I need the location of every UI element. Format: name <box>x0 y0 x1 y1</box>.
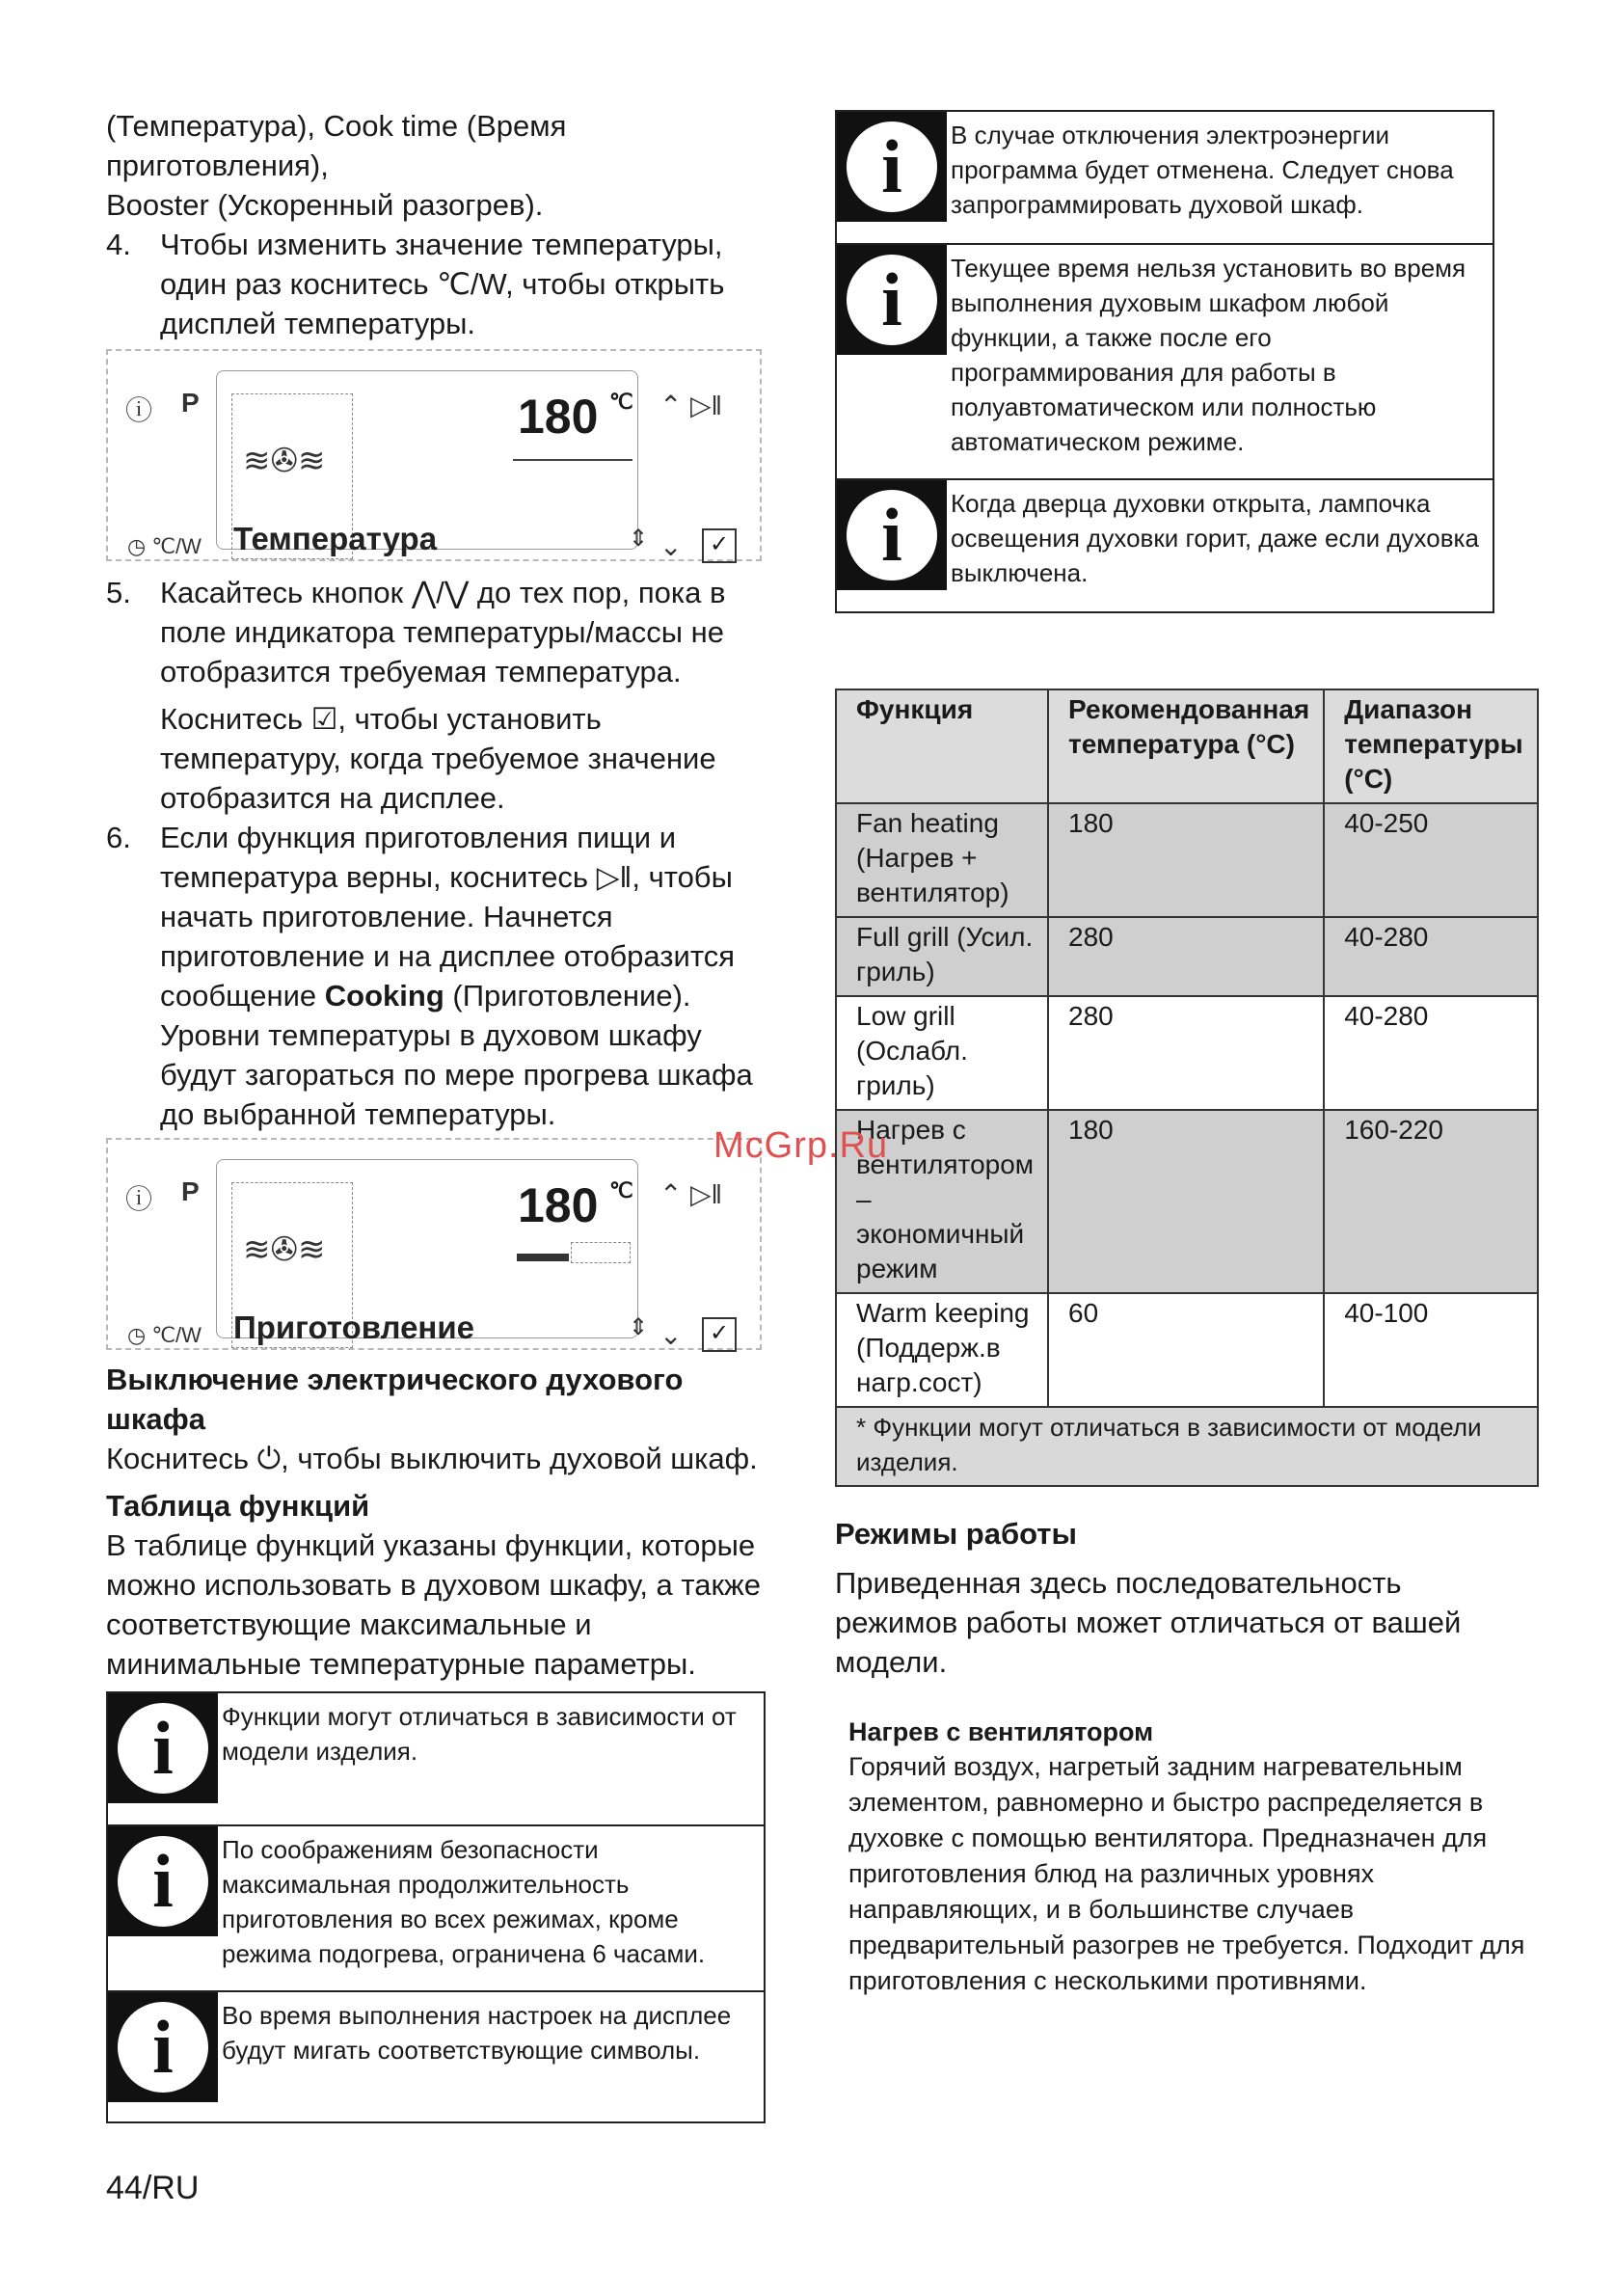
step-5-text: Касайтесь кнопок ⋀/⋁ до тех пор, пока в поле индикатора температуры/массы не отобразится требуемая температура. <box>160 576 726 689</box>
heating-level-empty <box>571 1242 631 1263</box>
down-arrow-icon[interactable]: ⌄ <box>659 531 683 561</box>
table-cell: 180 <box>1048 1110 1324 1293</box>
heating-level-fill <box>517 1254 569 1261</box>
fan-text: Горячий воздух, нагретый задним нагревательным элементом, равномерно и быстро распределяется в духовке с помощью вентилятора. Предназначен для приготовления блюд на различных уровнях направляющих, и в большинстве случаев предварительный разогрев не требуется. Подходит для приготовления с несколькими противнями. <box>848 1752 1525 1995</box>
table-cell: Warm keeping (Поддерж.в нагр.сост) <box>836 1293 1048 1407</box>
display-panel-cooking <box>106 1138 762 1350</box>
watermark: McGrp.Ru <box>713 1125 889 1166</box>
modes-text: Приведенная здесь последовательность режимов работы может отличаться от вашей модели. <box>835 1566 1462 1679</box>
step-6-text <box>160 818 781 1134</box>
table-cell: 280 <box>1048 917 1324 996</box>
degree-unit: ℃ <box>609 390 633 414</box>
left-info-box <box>106 1691 766 2123</box>
info-icon: i <box>837 480 947 590</box>
cw-label: ℃/W <box>151 1323 202 1347</box>
info-icon: i <box>837 112 947 222</box>
table-cell: 40-100 <box>1324 1293 1537 1407</box>
temperature-weight-button[interactable]: ◷ ℃/W <box>127 534 202 558</box>
fan-heading: Нагрев с вентилятором <box>848 1717 1154 1746</box>
off-text: Коснитесь ⏻, чтобы выключить духовой шкаф. <box>106 1442 758 1475</box>
up-arrow-icon[interactable]: ⌃ <box>659 1179 683 1209</box>
table-cell: 160-220 <box>1324 1110 1537 1293</box>
display-label: Температура <box>233 521 438 556</box>
info-icon: i <box>837 245 947 355</box>
confirm-checkbox-icon[interactable]: ✓ <box>702 528 737 563</box>
info-icon: i <box>108 1992 218 2102</box>
step-5-number: 5. <box>106 576 131 609</box>
table-cell: 60 <box>1048 1293 1324 1407</box>
degree-unit: ℃ <box>609 1178 633 1202</box>
table-cell: Нагрев с вентилятором – экономичный режим <box>836 1110 1048 1293</box>
info-note-text: В случае отключения электроэнергии программа будет отменена. Следует снова запрограммировать духовой шкаф. <box>951 121 1454 219</box>
info-note <box>108 1992 764 2121</box>
table-row <box>836 917 1538 996</box>
off-heading: Выключение электрического духового шкафа <box>106 1363 684 1436</box>
step-6-bold: Cooking <box>324 979 444 1013</box>
info-note-text: Во время выполнения настроек на дисплее будут мигать соответствующие символы. <box>222 2001 732 2065</box>
functions-table <box>835 689 1539 1487</box>
table-heading: Таблица функций <box>106 1489 370 1523</box>
table-row <box>836 1293 1538 1407</box>
table-header: Рекомендованная температура (°C) <box>1048 689 1324 803</box>
info-icon: i <box>108 1826 218 1936</box>
temperature-weight-button[interactable]: ◷ ℃/W <box>127 1323 202 1347</box>
down-arrow-icon[interactable]: ⌄ <box>659 1320 683 1350</box>
info-icon: i <box>108 1693 218 1803</box>
table-cell: Full grill (Усил. гриль) <box>836 917 1048 996</box>
table-header-row <box>836 689 1538 803</box>
info-note <box>108 1693 764 1826</box>
step-5 <box>106 573 781 691</box>
page-number: 44/RU <box>106 2170 200 2206</box>
temperature-value: 180 <box>518 1178 599 1232</box>
table-row <box>836 803 1538 917</box>
power-icon: ⓘ <box>125 1184 153 1214</box>
table-cell: 40-280 <box>1324 996 1537 1110</box>
info-note-text: Когда дверца духовки открыта, лампочка освещения духовки горит, даже если духовка выключена. <box>951 489 1479 587</box>
info-note <box>108 1826 764 1992</box>
table-header: Диапазон температуры (°C) <box>1324 689 1537 803</box>
table-footnote-row <box>836 1407 1538 1486</box>
temperature-underline <box>513 455 632 461</box>
table-cell: Low grill (Ослабл. гриль) <box>836 996 1048 1110</box>
info-note <box>837 245 1493 480</box>
step-5-text-2: Коснитесь ☑, чтобы установить температуру, когда требуемое значение отобразится на дисплее. <box>160 702 716 815</box>
fan-heating-icon: ≋✇≋ <box>243 443 326 479</box>
step-6-number: 6. <box>106 821 131 854</box>
display-label: Приготовление <box>233 1310 474 1345</box>
intro-line-1: (Температура), Cook time (Время приготовления), <box>106 109 567 182</box>
step-6-text-b: (Приготовление). Уровни температуры в духовом шкафу будут загораться по мере прогрева шкафа до выбранной температуры. <box>160 979 753 1131</box>
table-footnote: * Функции могут отличаться в зависимости от модели изделия. <box>836 1407 1538 1486</box>
confirm-checkbox-icon[interactable]: ✓ <box>702 1317 737 1352</box>
table-cell: 180 <box>1048 803 1324 917</box>
step-6 <box>106 818 781 1134</box>
table-row <box>836 1110 1538 1293</box>
power-icon: ⓘ <box>125 395 153 425</box>
temperature-value: 180 <box>518 390 599 444</box>
display-panel-temperature <box>106 349 762 561</box>
right-info-box <box>835 110 1494 613</box>
info-note-text: По соображениям безопасности максимальная продолжительность приготовления во всех режимах, кроме режима подогрева, ограничена 6 часами. <box>222 1835 706 1968</box>
step-6-text-a: Если функция приготовления пищи и температура верны, коснитесь ▷‖, чтобы начать приготовление. Начнется приготовление и на дисплее отобразится сообщение <box>160 821 735 1013</box>
table-cell: 40-250 <box>1324 803 1537 917</box>
scroll-icon: ⇕ <box>629 1314 649 1340</box>
info-note-text: Текущее время нельзя установить во время выполнения духовым шкафом любой функции, а также после его программирования для работы в полуавтоматическом или полностью автоматическом режиме. <box>951 254 1466 456</box>
start-pause-icon[interactable]: ▷‖ <box>690 1179 723 1209</box>
step-4-number: 4. <box>106 228 131 261</box>
table-cell: 40-280 <box>1324 917 1537 996</box>
heating-level-bar <box>517 1236 631 1261</box>
modes-heading: Режимы работы <box>835 1517 1077 1551</box>
step-4 <box>106 225 781 343</box>
table-row <box>836 996 1538 1110</box>
table-header: Функция <box>836 689 1048 803</box>
table-cell: Fan heating (Нагрев + вентилятор) <box>836 803 1048 917</box>
intro-line-2: Booster (Ускоренный разогрев). <box>106 188 544 222</box>
table-cell: 280 <box>1048 996 1324 1110</box>
info-note-text: Функции могут отличаться в зависимости от модели изделия. <box>222 1702 737 1766</box>
modes-section <box>835 1514 1529 1999</box>
info-note <box>837 480 1493 611</box>
table-text: В таблице функций указаны функции, которые можно использовать в духовом шкафу, а также соответствующие максимальные и минимальные температурные параметры. <box>106 1528 762 1681</box>
program-icon: P <box>181 1176 200 1206</box>
start-pause-icon[interactable]: ▷‖ <box>690 391 723 420</box>
cw-label: ℃/W <box>151 534 202 558</box>
program-icon: P <box>181 388 200 418</box>
fan-heating-icon: ≋✇≋ <box>243 1231 326 1268</box>
scroll-icon: ⇕ <box>629 526 649 552</box>
left-column <box>106 106 781 2123</box>
up-arrow-icon[interactable]: ⌃ <box>659 391 683 420</box>
step-4-text: Чтобы изменить значение температуры, один раз коснитесь ℃/W, чтобы открыть дисплей температуры. <box>160 228 725 340</box>
info-note <box>837 112 1493 245</box>
